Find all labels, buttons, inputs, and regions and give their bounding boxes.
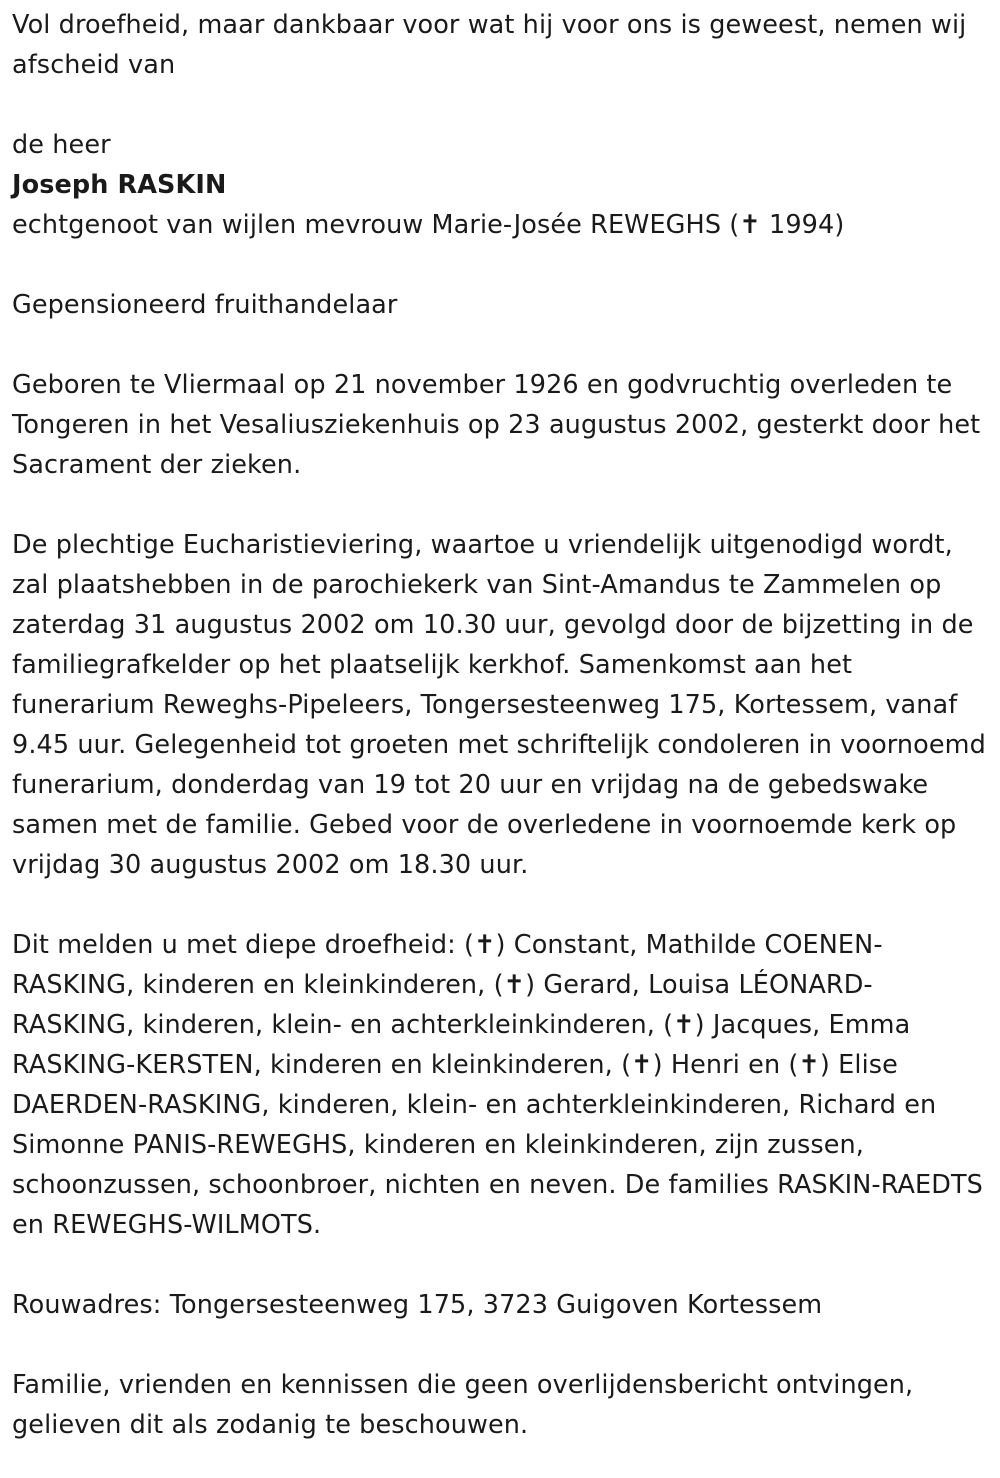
spacer bbox=[12, 1245, 988, 1285]
spacer bbox=[12, 85, 988, 125]
closing-paragraph: Familie, vrienden en kennissen die geen overlijdensbericht ontvingen, gelieven dit als zodanig te beschouwen. bbox=[12, 1370, 914, 1440]
ceremony-paragraph: De plechtige Eucharistieviering, waartoe u vriendelijk uitgenodigd wordt, zal plaatshebben in de parochiekerk van Sint-Amandus te Zammelen op zaterdag 31 augustus 2002 om 10.30 uur, gevolgd door de bijzetting in de familiegrafkelder op het plaatselijk kerkhof. Samenkomst aan het funerarium Reweghs-Pipeleers, Tongersesteenweg 175, Kortessem, vanaf 9.45 uur. Gelegenheid tot groeten met schriftelijk condoleren in voornoemd funerarium, donderdag van 19 tot 20 uur en vrijdag na de gebedswake samen met de familie. Gebed voor de overledene in voornoemde kerk op vrijdag 30 augustus 2002 om 18.30 uur. bbox=[12, 530, 986, 880]
birth-death-paragraph: Geboren te Vliermaal op 21 november 1926 en godvruchtig overleden te Tongeren in het Vesaliusziekenhuis op 23 augustus 2002, gesterkt door het Sacrament der zieken. bbox=[12, 370, 981, 480]
family-paragraph: Dit melden u met diepe droefheid: (✝) Constant, Mathilde COENEN-RASKING, kinderen en kleinkinderen, (✝) Gerard, Louisa LÉONARD-RASKING, kinderen, klein- en achterkleinkinderen, (✝) Jacques, Emma RASKING-KERSTEN, kinderen en kleinkinderen, (✝) Henri en (✝) Elise DAERDEN-RASKING, kinderen, klein- en achterkleinkinderen, Richard en Simonne PANIS-REWEGHS, kinderen en kleinkinderen, zijn zussen, schoonzussen, schoonbroer, nichten en neven. De families RASKIN-RAEDTS en REWEGHS-WILMOTS. bbox=[12, 930, 983, 1240]
spacer bbox=[12, 325, 988, 365]
intro-paragraph: Vol droefheid, maar dankbaar voor wat hij voor ons is geweest, nemen wij afscheid van bbox=[12, 10, 967, 80]
spacer bbox=[12, 1325, 988, 1365]
mourning-address: Rouwadres: Tongersesteenweg 175, 3723 Guigoven Kortessem bbox=[12, 1290, 823, 1320]
spacer bbox=[12, 245, 988, 285]
spacer bbox=[12, 485, 988, 525]
spacer bbox=[12, 885, 988, 925]
deceased-name: Joseph RASKIN bbox=[12, 170, 227, 200]
spouse-line: echtgenoot van wijlen mevrouw Marie-Josée REWEGHS (✝ 1994) bbox=[12, 210, 845, 240]
salutation: de heer bbox=[12, 130, 111, 160]
occupation: Gepensioneerd fruithandelaar bbox=[12, 290, 398, 320]
